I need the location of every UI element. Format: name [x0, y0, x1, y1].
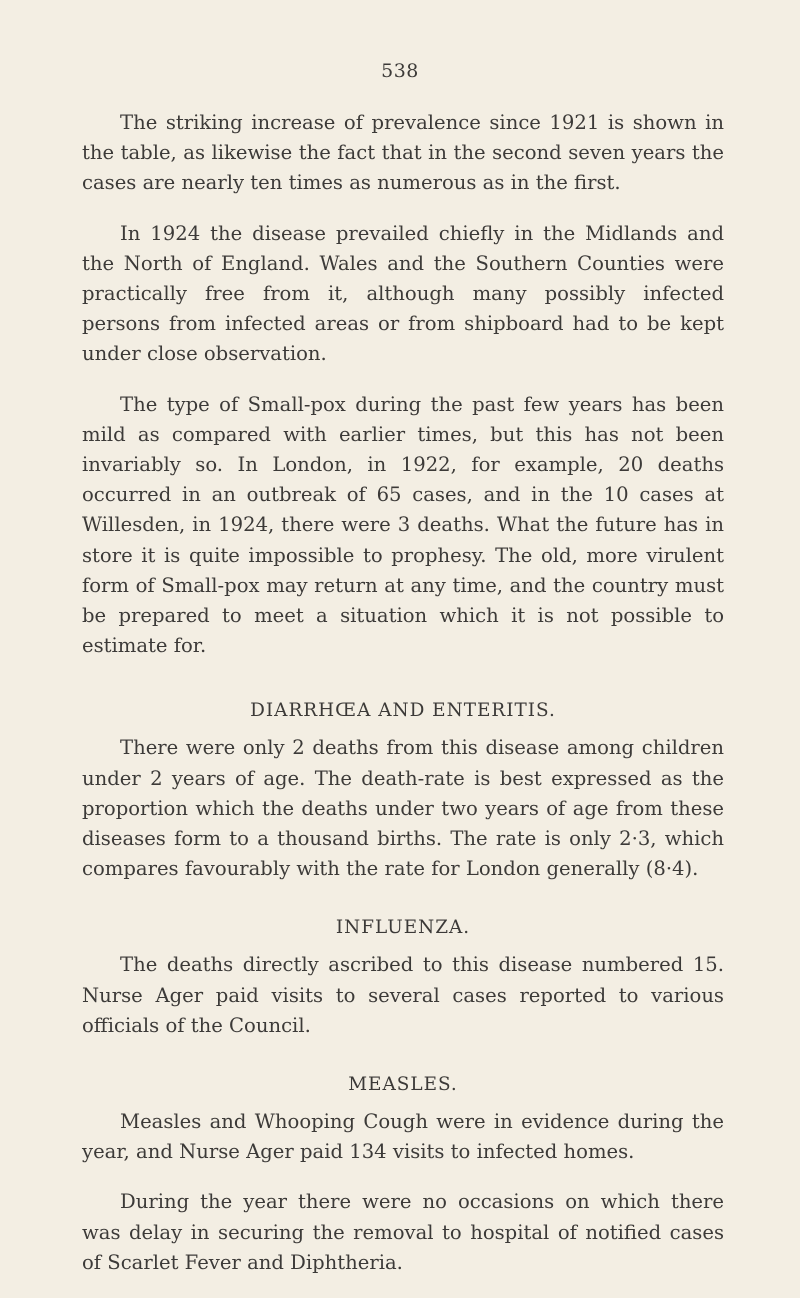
section-heading-diarrhoea: DIARRHŒA AND ENTERITIS.: [250, 700, 556, 722]
paragraph-smallpox-type: The type of Small-pox during the past few years has been mild as compared with earlier times, but this has not been invariably so. In London, in 1922, for example, 20 deaths occurred in an outbreak of 65 cases, and in the 10 cases at Willesden, in 1924, there were 3 deaths. What the future has in store it is quite impossible to prophesy. The old, more virulent form of Small-pox may return at any time, and the country must be prepared to meet a situation which it is not possible to estimate for.: [82, 392, 724, 658]
paragraph-prevalence-increase: The striking increase of prevalence since 1921 is shown in the table, as likewise the fact that in the second seven years the cases are nearly ten times as numerous as in the first.: [82, 111, 724, 195]
page-number: 538: [381, 60, 419, 82]
section-heading-measles: MEASLES.: [348, 1074, 458, 1096]
page-body: [82, 108, 724, 1298]
measles-section: [82, 1071, 724, 1278]
diarrhoea-enteritis-section: [82, 697, 724, 884]
paragraph-1924-distribution: In 1924 the disease prevailed chiefly in the Midlands and the North of England. Wales and the Southern Counties were practically free from it, although many possibly infected persons from infected areas or from shipboard had to be kept under close observation.: [82, 221, 724, 366]
paragraph-hospital-removal: During the year there were no occasions on which there was delay in securing the removal to hospital of notified cases of Scarlet Fever and Diphtheria.: [82, 1190, 724, 1274]
influenza-section: [82, 914, 724, 1041]
section-heading-influenza: INFLUENZA.: [335, 917, 471, 939]
smallpox-continuation-section: [82, 108, 724, 661]
paragraph-measles-visits: Measles and Whooping Cough were in evidence during the year, and Nurse Ager paid 134 visits to infected homes.: [82, 1110, 724, 1164]
paragraph-diarrhoea: There were only 2 deaths from this disease among children under 2 years of age. The death-rate is best expressed as the proportion which the deaths under two years of age from these diseases form to a thousand births. The rate is only 2·3, which compares favourably with the rate for London generally (8·4).: [82, 736, 724, 881]
paragraph-influenza: The deaths directly ascribed to this disease numbered 15. Nurse Ager paid visits to several cases reported to various officials of the Council.: [82, 953, 724, 1037]
